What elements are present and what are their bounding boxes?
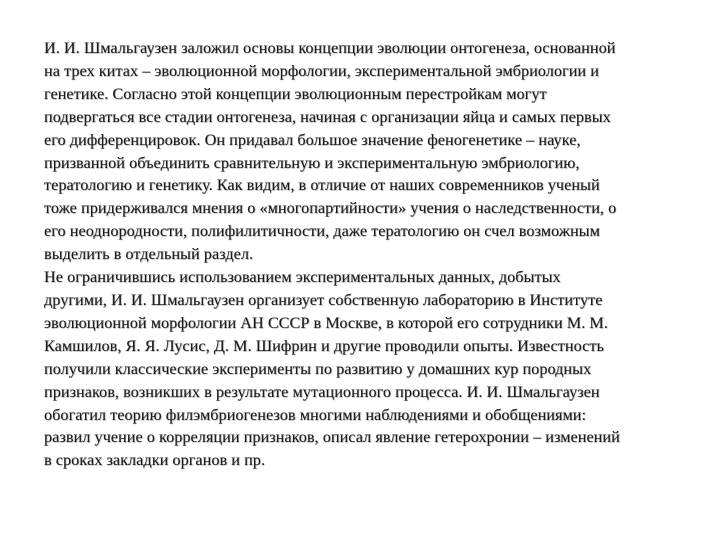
text-line: Не ограничившись использованием экспериментальных данных, добытых bbox=[44, 268, 561, 287]
text-line: призванной объединить сравнительную и экспериментальную эмбриологию, bbox=[44, 153, 580, 172]
text-line: в сроках закладки органов и пр. bbox=[44, 451, 266, 470]
text-line: И. И. Шмальгаузен заложил основы концепции эволюции онтогенеза, основанной bbox=[44, 39, 616, 57]
body-text bbox=[44, 37, 692, 472]
text-line: на трех китах – эволюционной морфологии, экспериментальной эмбриологии и bbox=[44, 61, 599, 80]
text-line: тоже придерживался мнения о «многопартийности» учения о наследственности, о bbox=[44, 199, 617, 218]
text-line: его дифференцировок. Он придавал большое значение феногенетике – науке, bbox=[44, 130, 581, 149]
text-line: выделить в отдельный раздел. bbox=[44, 245, 254, 264]
text-line: тератологию и генетику. Как видим, в отличие от наших современников ученый bbox=[44, 176, 600, 195]
text-line: генетике. Согласно этой концепции эволюционным перестройкам могут bbox=[44, 84, 547, 103]
text-line: Камшилов, Я. Я. Лусис, Д. М. Шифрин и другие проводили опыты. Известность bbox=[44, 336, 604, 355]
text-line: получили классические эксперименты по развитию у домашних кур породных bbox=[44, 359, 592, 378]
text-line: обогатил теорию филэмбриогенезов многими наблюдениями и обобщениями: bbox=[44, 405, 587, 424]
text-line: признаков, возникших в результате мутационного процесса. И. И. Шмальгаузен bbox=[44, 382, 600, 401]
text-line: эволюционной морфологии АН СССР в Москве, в которой его сотрудники М. М. bbox=[44, 313, 608, 332]
text-line: подвергаться все стадии онтогенеза, начиная с организации яйца и самых первых bbox=[44, 107, 611, 126]
text-line: другими, И. И. Шмальгаузен организует собственную лабораторию в Институте bbox=[44, 290, 603, 309]
text-line: развил учение о корреляции признаков, описал явление гетерохронии – изменений bbox=[44, 428, 620, 447]
text-line: его неоднородности, полифилитичности, даже тератологию он счел возможным bbox=[44, 222, 600, 241]
